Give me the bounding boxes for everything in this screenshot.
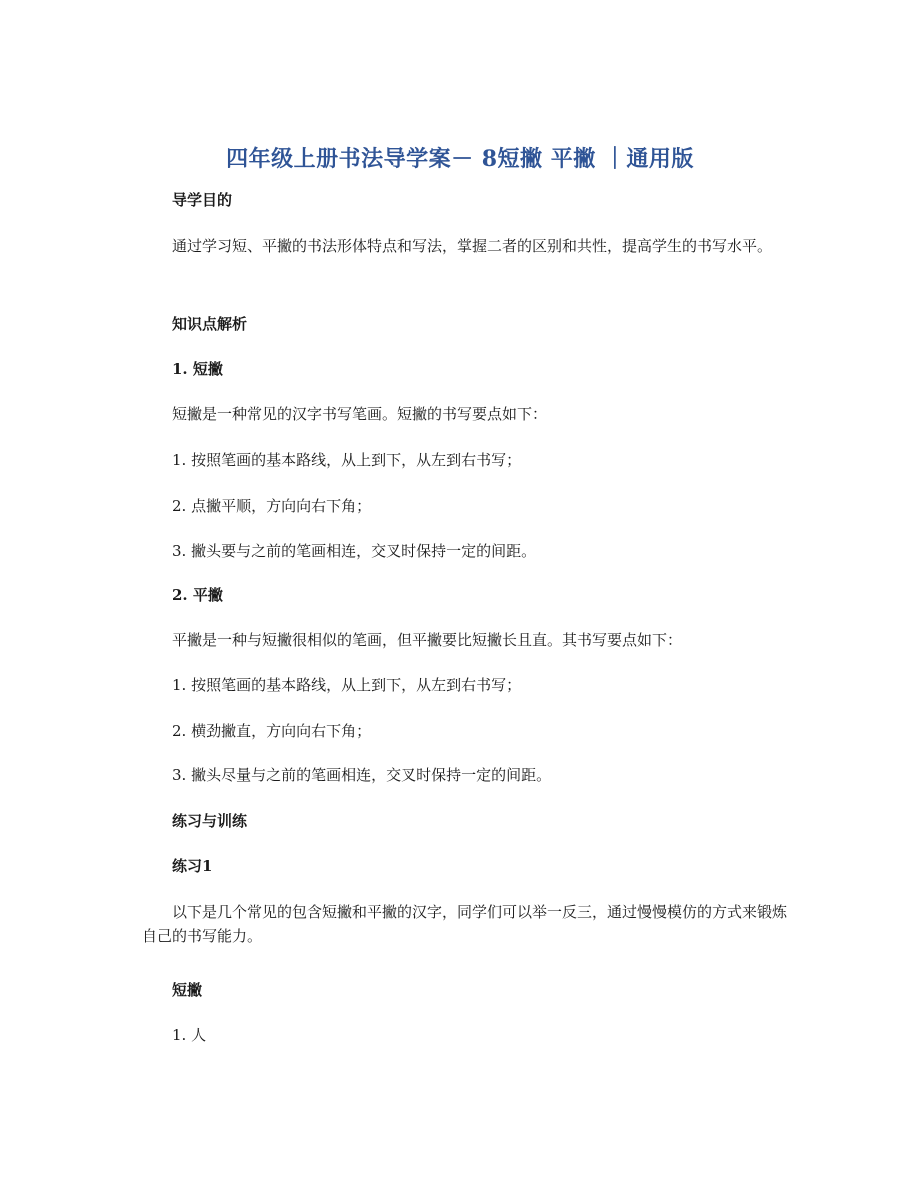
objective-text: 通过学习短、平撇的书法形体特点和写法，掌握二者的区别和共性，提高学生的书写水平。 [172, 237, 773, 255]
short-list-item: 1. 人 [172, 1026, 207, 1044]
practice1-heading: 练习1 [172, 857, 213, 875]
document-title: 四年级上册书法导学案－ 8短撇 平撇 ｜通用版 [226, 146, 694, 172]
flat-stroke-heading: 2. 平撇 [172, 586, 223, 604]
flat-point-2: 2. 横劲撇直，方向向右下角； [172, 722, 372, 740]
flat-point-3: 3. 撇头尽量与之前的笔画相连，交叉时保持一定的间距。 [172, 766, 552, 784]
practice-heading: 练习与训练 [172, 812, 248, 830]
practice1-text: 以下是几个常见的包含短撇和平撇的汉字，同学们可以举一反三，通过慢慢模仿的方式来锻炼自己的书写能力。 [142, 903, 788, 945]
objective-heading: 导学目的 [172, 191, 233, 209]
short-point-2: 2. 点撇平顺，方向向右下角； [172, 497, 372, 515]
short-stroke-intro: 短撇是一种常见的汉字书写笔画。短撇的书写要点如下： [172, 405, 548, 423]
knowledge-heading: 知识点解析 [172, 315, 248, 333]
short-point-3: 3. 撇头要与之前的笔画相连，交叉时保持一定的间距。 [172, 542, 537, 560]
flat-stroke-intro: 平撇是一种与短撇很相似的笔画，但平撇要比短撇长且直。其书写要点如下： [172, 631, 683, 649]
flat-point-1: 1. 按照笔画的基本路线，从上到下，从左到右书写； [172, 676, 522, 694]
short-stroke-heading: 1. 短撇 [172, 360, 223, 378]
short-list-heading: 短撇 [172, 981, 203, 999]
short-point-1: 1. 按照笔画的基本路线，从上到下，从左到右书写； [172, 451, 522, 469]
